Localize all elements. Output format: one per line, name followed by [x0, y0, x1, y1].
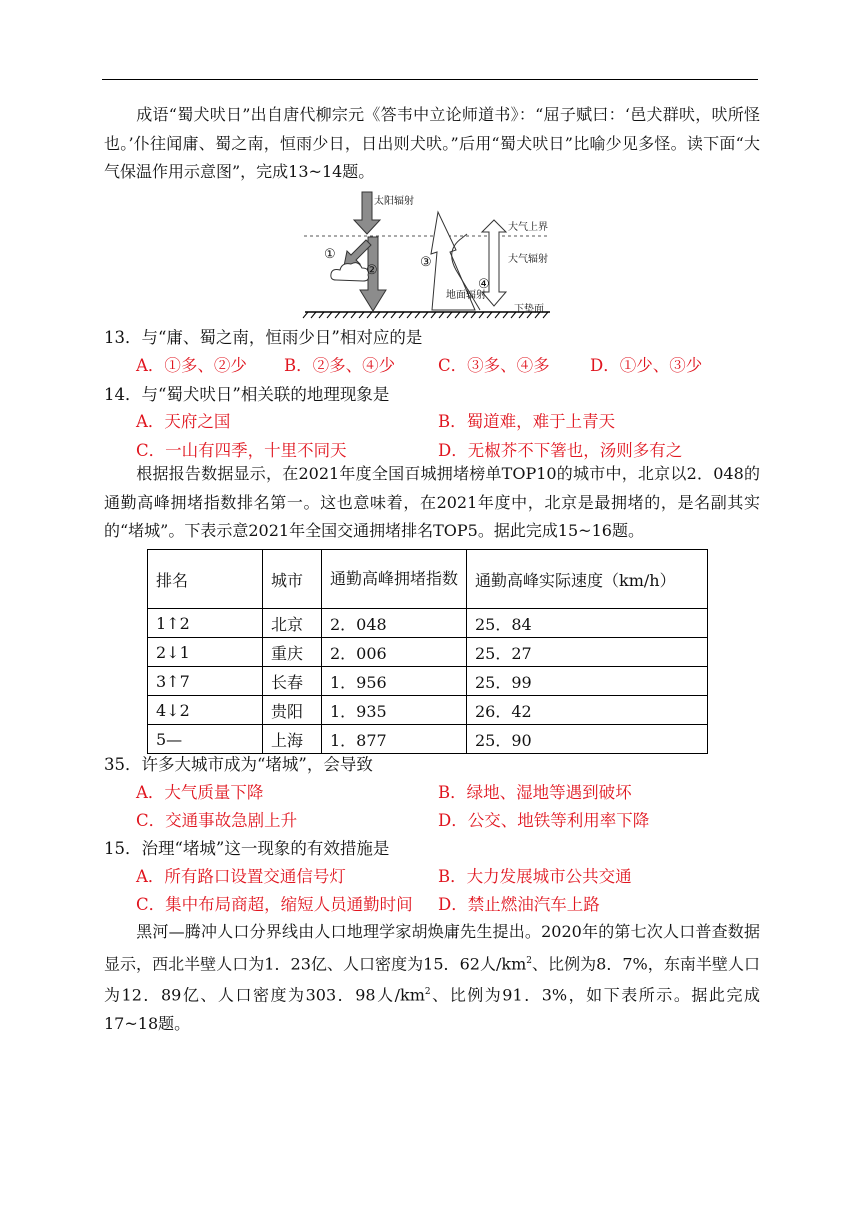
- header-index: 通勤高峰拥堵指数: [322, 550, 467, 609]
- question-35-stem: 35．许多大城市成为“堵城”，会导致: [104, 755, 373, 774]
- atm-rad-label: 大气辐射: [508, 254, 548, 265]
- q35-option-d: D．公交、地铁等利用率下降: [438, 811, 650, 830]
- cell-city: 贵阳: [263, 696, 322, 725]
- q13-option-b: B．②多、④少: [284, 356, 396, 375]
- q13-option-d: D．①少、③少: [590, 356, 703, 375]
- label-4: ④: [478, 277, 490, 292]
- header-rank: 排名: [148, 550, 263, 609]
- table-row: [148, 696, 708, 725]
- q13-option-a: A．①多、②少: [136, 356, 247, 375]
- table-header-row: [148, 550, 708, 609]
- table-row: [148, 638, 708, 667]
- q15-option-a: A．所有路口设置交通信号灯: [136, 867, 346, 886]
- label-2: ②: [366, 263, 378, 278]
- congestion-table: [147, 549, 708, 754]
- cell-city: 北京: [263, 609, 322, 638]
- atm-top-label: 大气上界: [508, 222, 548, 233]
- surface-label: 下垫面: [514, 304, 544, 315]
- solar-label: 太阳辐射: [374, 196, 414, 207]
- table-row: [148, 609, 708, 638]
- cell-index: 1．877: [322, 725, 467, 754]
- cell-rank: 3↑7: [148, 667, 263, 696]
- cell-speed: 25．27: [467, 638, 708, 667]
- table-row: [148, 667, 708, 696]
- intro-paragraph-3: 黑河—腾冲人口分界线由人口地理学家胡焕庸先生提出。2020年的第七次人口普查数据显示，西北半壁人口为1．23亿、人口密度为15．62人$/km^2$、比例为8．7%，东南半壁人口为12．89亿、人口密度为303．98人$/km^2$、比例为91．3%，如下表所示。据此完成17~18题。: [104, 922, 760, 1034]
- label-3: ③: [420, 255, 432, 270]
- cell-city: 长春: [263, 667, 322, 696]
- question-14-stem: 14．与“蜀犬吠日”相关联的地理现象是: [104, 385, 390, 404]
- q13-option-c: C．③多、④多: [438, 356, 550, 375]
- header-speed: 通勤高峰实际速度（km/h）: [467, 550, 708, 609]
- cell-index: 2．048: [322, 609, 467, 638]
- q14-option-c: C．一山有四季，十里不同天: [136, 441, 347, 460]
- question-15-stem: 15．治理“堵城”这一现象的有效措施是: [104, 839, 390, 858]
- cell-rank: 5—: [148, 725, 263, 754]
- q15-option-c: C．集中布局商超，缩短人员通勤时间: [136, 895, 413, 914]
- cell-index: 2．006: [322, 638, 467, 667]
- cloud-icon: [331, 263, 369, 281]
- cell-city: 重庆: [263, 638, 322, 667]
- ground-rad-label: 地面辐射: [446, 290, 486, 301]
- intro-paragraph-2: 根据报告数据显示，在2021年度全国百城拥堵榜单TOP10的城市中，北京以2．048的通勤高峰拥堵指数排名第一。这也意味着，在2021年度中，北京是最拥堵的，是名副其实的“堵城”。下表示意2021年全国交通拥堵排名TOP5。据此完成15~16题。: [104, 464, 760, 540]
- cell-speed: 25．84: [467, 609, 708, 638]
- cell-rank: 2↓1: [148, 638, 263, 667]
- cell-speed: 25．90: [467, 725, 708, 754]
- header-city: 城市: [263, 550, 322, 609]
- cell-city: 上海: [263, 725, 322, 754]
- q14-option-a: A．天府之国: [136, 412, 231, 431]
- q14-option-d: D．无椒芥不下箸也，汤则多有之: [438, 441, 683, 460]
- q15-option-b: B．大力发展城市公共交通: [438, 867, 632, 886]
- cell-rank: 4↓2: [148, 696, 263, 725]
- table-row: [148, 725, 708, 754]
- cell-speed: 25．99: [467, 667, 708, 696]
- q35-option-a: A．大气质量下降: [136, 783, 264, 802]
- label-1: ①: [324, 247, 336, 262]
- cell-speed: 26．42: [467, 696, 708, 725]
- q35-option-b: B．绿地、湿地等遇到破坏: [438, 783, 632, 802]
- intro-paragraph-1: 成语“蜀犬吠日”出自唐代柳宗元《答韦中立论师道书》：“屈子赋曰：‘邑犬群吠，吠所怪也。’仆往闻庸、蜀之南，恒雨少日，日出则犬吠。”后用“蜀犬吠日”比喻少见多怪。读下面“大气保温作用示意图”，完成13~14题。: [104, 105, 760, 181]
- cell-index: 1．935: [322, 696, 467, 725]
- q35-option-c: C．交通事故急剧上升: [136, 811, 298, 830]
- ground-hatching: [303, 312, 548, 318]
- cell-rank: 1↑2: [148, 609, 263, 638]
- question-13-stem: 13．与“庸、蜀之南，恒雨少日”相对应的是: [104, 328, 423, 347]
- header-rule: [102, 79, 758, 80]
- cell-index: 1．956: [322, 667, 467, 696]
- atmosphere-greenhouse-diagram: [300, 190, 555, 320]
- q15-option-d: D．禁止燃油汽车上路: [438, 895, 600, 914]
- q14-option-b: B．蜀道难，难于上青天: [438, 412, 616, 431]
